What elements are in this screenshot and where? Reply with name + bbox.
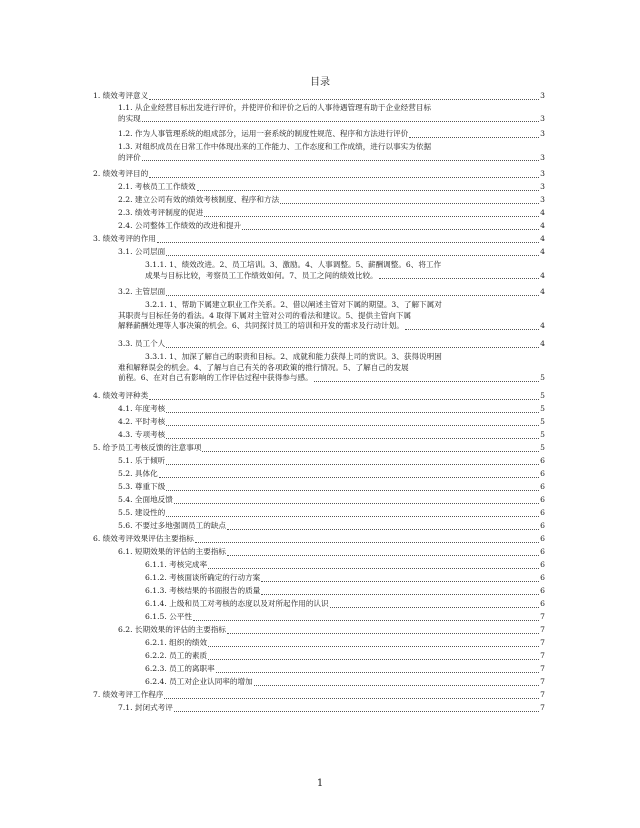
toc-entry-5-5[interactable] — [118, 508, 545, 519]
toc-entry-6-1-2[interactable] — [145, 573, 545, 584]
toc-entry-text: 2.4. 公司整体工作绩效的改进和提升 — [118, 221, 242, 230]
toc-entry-text: 3.1.1. 1、绩效改进。2、员工培训。3、激励。4、人事调整。5、薪酬调整。6、将工作 — [145, 260, 442, 269]
dot-leader — [164, 692, 539, 699]
dot-leader — [204, 210, 539, 217]
dot-leader — [314, 375, 539, 382]
toc-entry-5[interactable] — [93, 443, 545, 454]
toc-entry-text-continued: 难和解释误会的机会。4、了解与自己有关的各项政策的推行情况。5、了解自己的发展 — [118, 362, 409, 372]
toc-entry-text: 5.5. 建设性的 — [118, 508, 166, 517]
toc-page-number: 6 — [540, 534, 545, 543]
dot-leader — [242, 223, 539, 230]
dot-leader — [208, 653, 539, 660]
toc-page-number: 7 — [540, 612, 545, 621]
toc-entry-text: 6.1.1. 考核完成率 — [145, 560, 208, 569]
toc-entry-1[interactable] — [93, 91, 545, 102]
toc-page-number: 6 — [540, 482, 545, 491]
toc-page-number: 5 — [540, 430, 545, 439]
dot-leader — [197, 184, 540, 191]
toc-entry-text: 2.3. 绩效考评制度的促进 — [118, 208, 204, 217]
toc-entry-text: 1.3. 对组织成员在日常工作中体现出来的工作能力、工作态度和工作成绩，进行以事实为依据 — [118, 142, 432, 151]
toc-entry-text: 6.2.4. 员工对企业认同率的增加 — [145, 677, 253, 686]
toc-entry-4[interactable] — [93, 391, 545, 402]
dot-leader — [174, 497, 539, 504]
toc-entry-text: 6. 绩效考评效果评估主要指标 — [93, 534, 194, 543]
toc-page-number: 5 — [540, 391, 545, 400]
page-footer-number: 1 — [316, 778, 324, 789]
toc-entry-6-2-3[interactable] — [145, 664, 545, 675]
toc-entry-text: 3.2.1. 1、帮助下属建立职业工作关系。2、借以阐述主管对下属的期望。3、了解下属对 — [145, 300, 442, 309]
toc-entry-6-1-3[interactable] — [145, 586, 545, 597]
dot-leader — [254, 679, 539, 686]
toc-page-number: 4 — [540, 247, 545, 256]
toc-entry-6-1-5[interactable] — [145, 612, 545, 623]
toc-entry-text: 4. 绩效考评种类 — [93, 391, 149, 400]
toc-page-number: 6 — [540, 547, 545, 556]
dot-leader — [149, 93, 539, 100]
toc-entry-text: 1.1. 从企业经营目标出发进行评价，并使评价和评价之后的人事待遇管理有助于企业经营目标 — [118, 103, 432, 112]
toc-entry-1-3[interactable] — [118, 142, 545, 163]
dot-leader — [379, 272, 540, 279]
toc-entry-2[interactable] — [93, 169, 545, 180]
dot-leader — [227, 627, 539, 634]
toc-entry-1-2[interactable] — [118, 129, 545, 140]
toc-page-number: 5 — [540, 373, 545, 383]
dot-leader — [166, 249, 539, 256]
toc-page-number: 4 — [540, 270, 545, 280]
toc-page-number: 4 — [540, 221, 545, 230]
toc-entry-7[interactable] — [93, 690, 545, 701]
dot-leader — [227, 549, 539, 556]
dot-leader — [280, 197, 539, 204]
toc-entry-text: 6.2.2. 员工的素质 — [145, 651, 208, 660]
toc-entry-4-1[interactable] — [118, 404, 545, 415]
dot-leader — [159, 471, 539, 478]
toc-entry-4-3[interactable] — [118, 430, 545, 441]
toc-entry-6-2-1[interactable] — [145, 638, 545, 649]
toc-entry-text: 5.3. 尊重下级 — [118, 482, 166, 491]
toc-page-number: 6 — [540, 495, 545, 504]
toc-page-number: 7 — [540, 677, 545, 686]
dot-leader — [166, 510, 539, 517]
toc-page-number: 7 — [540, 625, 545, 634]
toc-entry-text: 6.1.5. 公平性 — [145, 612, 192, 621]
toc-entry-text: 6.1. 短期效果的评估的主要指标 — [118, 547, 227, 556]
toc-entry-text: 2. 绩效考评目的 — [93, 169, 149, 178]
toc-entry-5-4[interactable] — [118, 495, 545, 506]
toc-entry-text-continued-2: 解释薪酬处理等人事决策的机会。6、共同探讨员工的培训和开发的需求及行动计划。 — [118, 321, 404, 331]
dot-leader — [202, 445, 539, 452]
toc-page-number: 3 — [540, 182, 545, 191]
toc-entry-3-1-1[interactable] — [145, 260, 545, 281]
toc-entry-3-3[interactable] — [118, 339, 545, 350]
dot-leader — [261, 588, 539, 595]
toc-entry-text: 6.2. 长期效果的评估的主要指标 — [118, 625, 227, 634]
toc-entry-2-2[interactable] — [118, 195, 545, 206]
toc-entry-text: 2.2. 建立公司有效的绩效考核制度、程序和方法 — [118, 195, 280, 204]
dot-leader — [166, 432, 539, 439]
toc-entry-2-3[interactable] — [118, 208, 545, 219]
dot-leader — [166, 406, 539, 413]
toc-page-number: 6 — [540, 573, 545, 582]
toc-entry-text: 3.2. 主管层面 — [118, 287, 166, 296]
dot-leader — [166, 341, 539, 348]
toc-entry-text: 4.3. 专项考核 — [118, 430, 166, 439]
toc-page-number: 3 — [540, 195, 545, 204]
dot-leader — [227, 523, 539, 530]
dot-leader — [195, 536, 539, 543]
toc-entry-text: 5.6. 不要过多地强调员工的缺点 — [118, 521, 227, 530]
toc-page-number: 6 — [540, 508, 545, 517]
toc-entry-3-3-1[interactable] — [118, 352, 545, 384]
toc-entry-5-3[interactable] — [118, 482, 545, 493]
toc-page-number: 3 — [540, 152, 545, 162]
toc-entry-text: 3.1. 公司层面 — [118, 247, 166, 256]
toc-entry-6-1-4[interactable] — [145, 599, 545, 610]
dot-leader — [142, 115, 539, 122]
toc-entry-text: 7.1. 封闭式考评 — [118, 703, 173, 712]
toc-page-number: 6 — [540, 469, 545, 478]
toc-entry-text: 6.2.1. 组织的绩效 — [145, 638, 208, 647]
toc-page-number: 6 — [540, 599, 545, 608]
dot-leader — [166, 289, 539, 296]
toc-page-number: 6 — [540, 560, 545, 569]
toc-entry-text-continued: 其职责与目标任务的看法。4 取得下属对主管对公司的看法和建议。5、提供主管向下属 — [118, 310, 412, 320]
toc-entry-text: 5.1. 乐于倾听 — [118, 456, 166, 465]
toc-entry-text-continued: 的实现 — [118, 113, 141, 123]
toc-entry-text-continued: 的评价 — [118, 152, 141, 162]
toc-page-number: 6 — [540, 456, 545, 465]
toc-page-number: 5 — [540, 443, 545, 452]
toc-page-number: 7 — [540, 664, 545, 673]
toc-entry-text: 1. 绩效考评意义 — [93, 91, 149, 100]
toc-entry-3-1[interactable] — [118, 247, 545, 258]
toc-page-number: 7 — [540, 703, 545, 712]
dot-leader — [330, 601, 540, 608]
dot-leader — [166, 458, 539, 465]
toc-entry-6-2[interactable] — [118, 625, 545, 636]
dot-leader — [166, 419, 539, 426]
toc-page-number: 3 — [540, 113, 545, 123]
dot-leader — [208, 562, 539, 569]
toc-page-number: 3 — [540, 169, 545, 178]
toc-page-number: 4 — [540, 339, 545, 348]
dot-leader — [216, 666, 539, 673]
toc-entry-text: 3.3. 员工个人 — [118, 339, 166, 348]
toc-page-number: 3 — [540, 129, 545, 138]
toc-entry-text-continued: 成果与目标比较，考察员工工作绩效如何。7、员工之间的绩效比较。 — [145, 270, 378, 280]
dot-leader — [409, 131, 539, 138]
toc-entry-6-1[interactable] — [118, 547, 545, 558]
toc-entry-6-2-4[interactable] — [145, 677, 545, 688]
toc-entry-1-1[interactable] — [118, 103, 545, 124]
toc-entry-text: 3.3.1. 1、加深了解自己的职责和目标。2、成就和能力获得上司的赏识。3、获得说明困 — [145, 352, 442, 361]
toc-page-number: 6 — [540, 586, 545, 595]
toc-entry-2-4[interactable] — [118, 221, 545, 232]
dot-leader — [149, 393, 539, 400]
dot-leader — [261, 575, 539, 582]
toc-page-number: 4 — [540, 321, 545, 331]
toc-page-number: 5 — [540, 404, 545, 413]
toc-entry-text: 4.1. 年度考核 — [118, 404, 166, 413]
dot-leader — [174, 705, 539, 712]
toc-entry-text: 5. 给予员工考核反馈的注意事项 — [93, 443, 202, 452]
toc-page-number: 3 — [540, 91, 545, 100]
toc-page-number: 5 — [540, 417, 545, 426]
toc-entry-7-1[interactable] — [118, 703, 545, 714]
dot-leader — [405, 323, 539, 330]
dot-leader — [166, 484, 539, 491]
toc-page-number: 6 — [540, 521, 545, 530]
toc-page-number: 4 — [540, 234, 545, 243]
toc-entry-text: 6.1.2. 考核面谈所确定的行动方案 — [145, 573, 261, 582]
toc-entry-6[interactable] — [93, 534, 545, 545]
toc-entry-text: 6.2.3. 员工的离职率 — [145, 664, 215, 673]
dot-leader — [208, 640, 539, 647]
dot-leader — [149, 171, 539, 178]
toc-entry-5-2[interactable] — [118, 469, 545, 480]
toc-entry-text: 6.1.4. 上级和员工对考核的态度以及对所起作用的认识 — [145, 599, 329, 608]
toc-entry-4-2[interactable] — [118, 417, 545, 428]
toc-entry-2-1[interactable] — [118, 182, 545, 193]
toc-entry-text: 7. 绩效考评工作程序 — [93, 690, 164, 699]
toc-entry-text: 5.2. 具体化 — [118, 469, 158, 478]
toc-entry-text: 5.4. 全面地反馈 — [118, 495, 173, 504]
toc-page-number: 7 — [540, 638, 545, 647]
toc-entry-3-2-1[interactable] — [118, 300, 545, 332]
toc-entry-5-1[interactable] — [118, 456, 545, 467]
dot-leader — [157, 236, 539, 243]
toc-entry-text: 6.1.3. 考核结果的书面报告的质量 — [145, 586, 261, 595]
toc-entry-text: 2.1. 考核员工工作绩效 — [118, 182, 196, 191]
toc-page-number: 7 — [540, 690, 545, 699]
dot-leader — [142, 154, 539, 161]
toc-entry-text: 1.2. 作为人事管理系统的组成部分，运用一套系统的制度性规范、程序和方法进行评价 — [118, 129, 409, 138]
toc-page-number: 4 — [540, 287, 545, 296]
toc-title: 目录 — [310, 77, 330, 88]
toc-entry-3-2[interactable] — [118, 287, 545, 298]
toc-entry-text: 3. 绩效考评的作用 — [93, 234, 156, 243]
toc-page-number: 4 — [540, 208, 545, 217]
toc-entry-6-2-2[interactable] — [145, 651, 545, 662]
toc-entry-6-1-1[interactable] — [145, 560, 545, 571]
toc-entry-5-6[interactable] — [118, 521, 545, 532]
dot-leader — [193, 614, 539, 621]
toc-page-number: 7 — [540, 651, 545, 660]
toc-entry-3[interactable] — [93, 234, 545, 245]
toc-entry-text-continued-2: 前程。6、在对自己有影响的工作评估过程中获得参与感。 — [118, 373, 313, 383]
toc-entry-text: 4.2. 平时考核 — [118, 417, 166, 426]
